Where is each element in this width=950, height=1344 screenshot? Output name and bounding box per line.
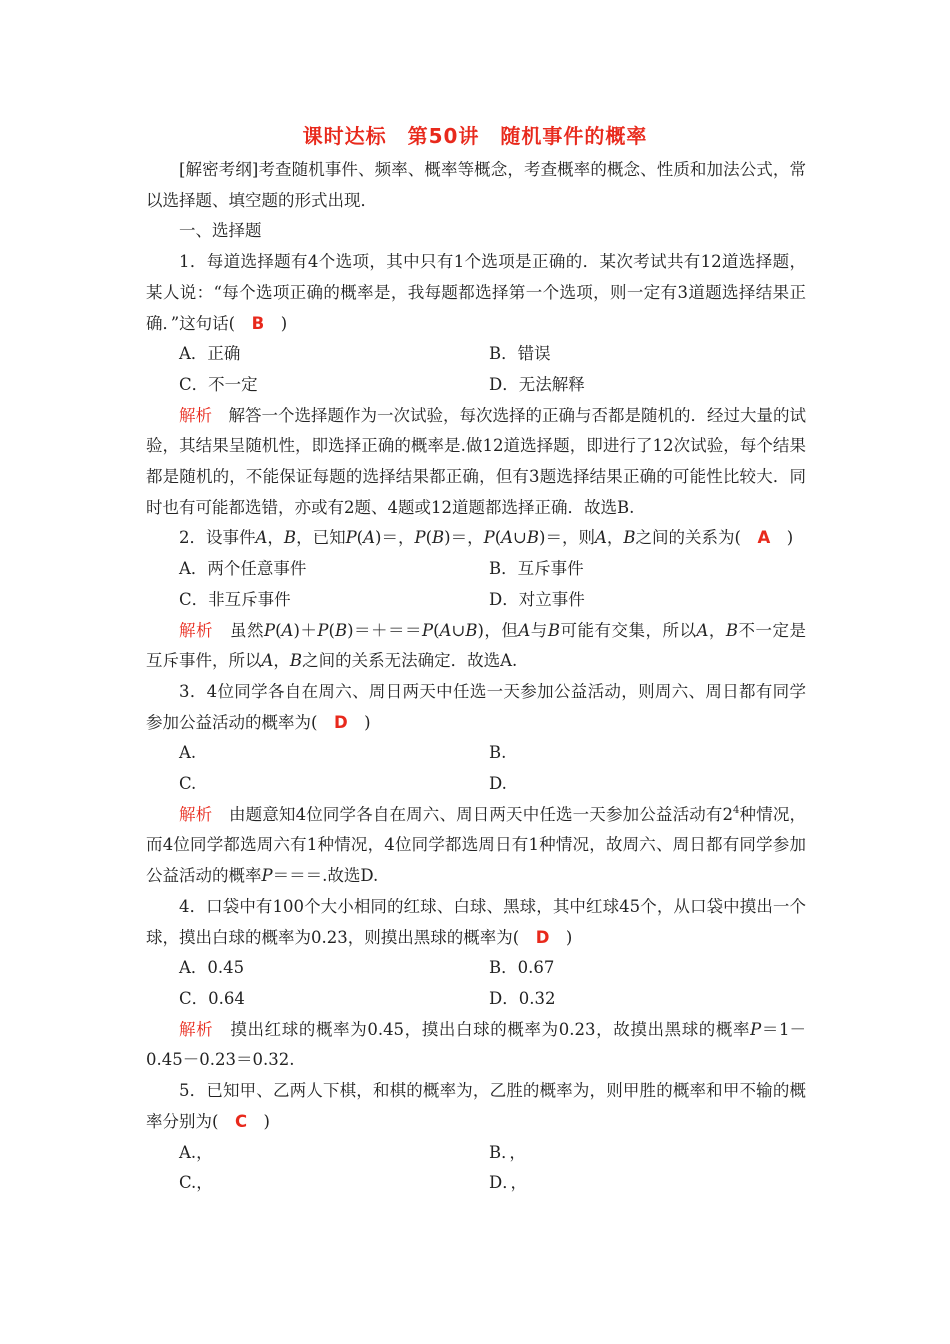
- question-5: 5．已知甲、乙两人下棋，和棋的概率为，乙胜的概率为，则甲胜的概率和甲不输的概率分别为( C ): [146, 1081, 806, 1131]
- option-d: D．对立事件: [489, 589, 585, 609]
- intro-paragraph: [解密考纲]考查随机事件、频率、概率等概念，考查概率的概念、性质和加法公式，常以选择题、填空题的形式出现．: [146, 160, 806, 210]
- option-b: B．，: [489, 1142, 526, 1162]
- question-5-answer: C: [234, 1111, 248, 1131]
- question-3-options-row-1: [146, 738, 806, 769]
- option-c: C．不一定: [179, 374, 258, 394]
- question-2-answer: A: [757, 528, 771, 548]
- option-c: C．非互斥事件: [179, 589, 291, 609]
- question-2-analysis: 解析 虽然P(A)＋P(B)＝＋＝＝P(A∪B)，但A与B可能有交集，所以A，B不一定是互斥事件，所以A，B之间的关系无法确定．故选A.: [146, 620, 807, 671]
- analysis-label: 解析: [179, 1019, 214, 1039]
- option-d: D．0.32: [489, 988, 556, 1008]
- question-3-options-row-2: [146, 769, 806, 800]
- option-b: B．互斥事件: [489, 559, 584, 579]
- question-2: 2．设事件A，B，已知P(A)＝，P(B)＝，P(A∪B)＝，则A，B之间的关系为( A ): [179, 528, 794, 548]
- question-1-stem: 1．每道选择题有4个选项，其中只有1个选项是正确的．某次考试共有12道选择题，某人说：“每个选项正确的概率是，我每题都选择第一个选项，则一定有3道题选择结果正确．”这句话(: [146, 252, 806, 333]
- analysis-label: 解析: [179, 804, 213, 824]
- option-c: C.，: [179, 1173, 213, 1193]
- question-4: 4．口袋中有100个大小相同的红球、白球、黑球，其中红球45个，从口袋中摸出一个球，摸出白球的概率为0.23，则摸出黑球的概率为( D ): [146, 896, 806, 947]
- option-a: A．0.45: [179, 958, 245, 978]
- question-2-options-row-2: [146, 585, 806, 616]
- option-b: B.: [489, 743, 507, 763]
- question-1: 1．每道选择题有4个选项，其中只有1个选项是正确的．某次考试共有12道选择题，某人说：“每个选项正确的概率是，我每题都选择第一个选项，则一定有3道题选择结果正确．”这句话( B ): [146, 252, 806, 333]
- option-b: B．0.67: [489, 958, 555, 978]
- question-1-options-row-2: [146, 370, 806, 401]
- option-b: B．错误: [489, 344, 551, 364]
- question-5-options-row-1: [146, 1138, 806, 1169]
- question-4-answer: D: [535, 927, 550, 947]
- question-1-answer: B: [251, 313, 265, 333]
- option-a: A.，: [179, 1142, 213, 1162]
- document-body: [146, 155, 806, 1199]
- question-3-analysis: 解析 由题意知4位同学各自在周六、周日两天中任选一天参加公益活动有$2^4$种情况，而4位同学都选周六有1种情况，4位同学都选周日有1种情况，故周六、周日都有同学参加公益活动的概率P＝＝＝.故选D.: [146, 804, 807, 886]
- question-1-analysis: 解析 解答一个选择题作为一次试验，每次选择的正确与否都是随机的．经过大量的试验，其结果呈随机性，即选择正确的概率是.做12道选择题，即进行了12次试验，每个结果都是随机的，不能保证每题的选择结果都正确，但有3题选择结果正确的可能性比较大．同时也有可能都选错，亦或有2题、4题或12道题都选择正确．故选B.: [146, 405, 806, 517]
- page-title: 课时达标 第50讲 随机事件的概率: [302, 124, 648, 148]
- option-d: D．无法解释: [489, 374, 585, 394]
- option-c: C.: [179, 774, 197, 794]
- question-4-options-row-2: [146, 984, 806, 1015]
- question-3-answer: D: [333, 712, 348, 732]
- option-a: A.: [179, 743, 197, 763]
- option-c: C．0.64: [179, 988, 245, 1008]
- analysis-label: 解析: [179, 405, 212, 425]
- option-d: D．，: [489, 1173, 527, 1193]
- analysis-label: 解析: [179, 620, 213, 640]
- section-heading: 一、选择题: [179, 221, 262, 241]
- question-4-analysis: 解析 摸出红球的概率为0.45，摸出白球的概率为0.23，故摸出黑球的概率P＝1－0.45－0.23＝0.32.: [146, 1019, 807, 1070]
- option-a: A．两个任意事件: [179, 559, 307, 579]
- question-4-options-row-1: [146, 953, 806, 984]
- option-a: A．正确: [179, 344, 241, 364]
- question-5-options-row-2: [146, 1168, 806, 1199]
- option-d: D.: [489, 774, 507, 794]
- question-1-options-row-1: [146, 339, 806, 370]
- question-3: 3．4位同学各自在周六、周日两天中任选一天参加公益活动，则周六、周日都有同学参加公益活动的概率为( D ): [146, 681, 806, 732]
- question-2-options-row-1: [146, 554, 806, 585]
